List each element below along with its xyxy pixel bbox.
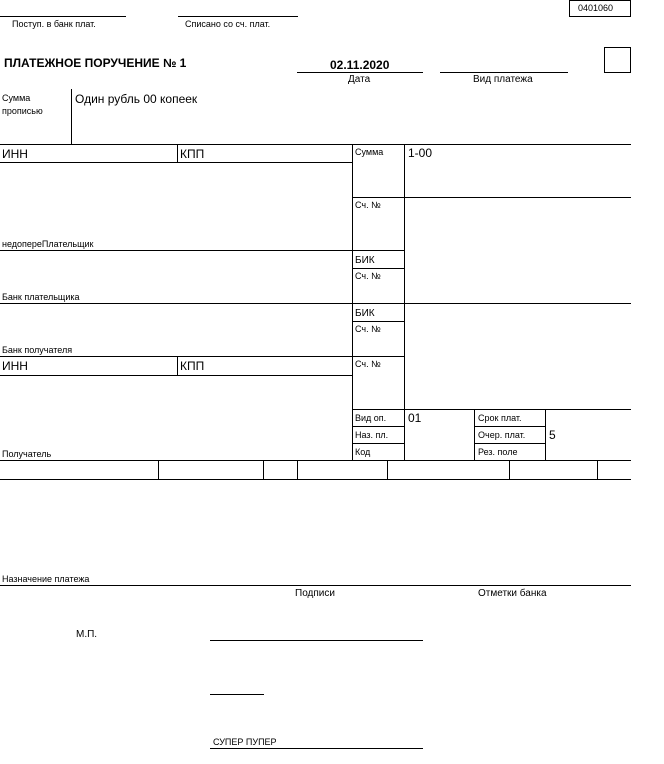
payer-bank-account-label: Сч. № [355,271,381,281]
payee-kpp-label: КПП [180,359,205,373]
received-line [0,16,126,17]
signature-line-3 [210,748,423,749]
due-date-label: Срок плат. [478,413,522,423]
payer-bank-bottom-line [0,303,631,304]
payer-inn-line [0,162,352,163]
purpose-short-label: Наз. пл. [355,430,389,440]
payee-inn-kpp-divider [177,356,178,375]
payer-bank-name-label: Банк плательщика [2,292,80,302]
date-value: 02.11.2020 [330,58,390,72]
op-row-line-2 [352,443,404,444]
op-row-line-1 [352,426,404,427]
payee-bank-bik-line [352,321,404,322]
op-row-line-1b [474,426,545,427]
op-col-divider-2 [545,409,546,460]
received-label: Поступ. в банк плат. [12,19,96,29]
amount-words-label-2: прописью [2,106,43,116]
code-label: Код [355,447,371,457]
tax-divider-2 [263,460,264,479]
payment-type-label: Вид платежа [473,74,533,85]
op-col-divider-1 [474,409,475,460]
amount-row-line [352,197,631,198]
priority-value: 5 [549,428,556,442]
date-line [297,72,423,73]
date-label: Дата [348,74,371,85]
payee-name-label: Получатель [2,449,52,459]
form-code: 0401060 [578,3,614,13]
grid-col-right [404,144,405,460]
signature-line-1 [210,640,423,641]
amount-words-label-1: Сумма [2,93,31,103]
op-row-top-line [352,409,631,410]
payer-kpp-label: КПП [180,147,205,161]
payee-account-label: Сч. № [355,359,381,369]
stamp-label: М.П. [76,629,98,640]
payment-type-line [440,72,568,73]
tax-divider-5 [509,460,510,479]
op-row-line-2b [474,443,545,444]
payer-bank-bik-label: БИК [355,255,375,266]
priority-label: Очер. плат. [478,430,526,440]
tax-divider-4 [387,460,388,479]
amount-words-divider [71,89,72,144]
payee-bottom-line [0,460,631,461]
debited-line [178,16,298,17]
payer-inn-label: ИНН [2,147,28,161]
page-title: ПЛАТЕЖНОЕ ПОРУЧЕНИЕ № 1 [4,56,187,70]
purpose-label: Назначение платежа [2,574,90,584]
payee-inn-line [0,375,352,376]
bank-marks-label: Отметки банка [478,588,547,599]
status-box [604,47,631,73]
tax-divider-3 [297,460,298,479]
op-type-label: Вид оп. [355,413,387,423]
payee-inn-label: ИНН [2,359,28,373]
amount-words-bottom-line [0,144,631,145]
grid-col-left [352,144,353,460]
payer-inn-kpp-divider [177,144,178,162]
signer-name: СУПЕР ПУПЕР [213,737,277,747]
payee-bank-bottom-line [0,356,404,357]
payer-amount-value: 1-00 [408,146,433,160]
payer-bank-bik-line [352,268,404,269]
debited-label: Списано со сч. плат. [185,19,271,29]
amount-words-value: Один рубль 00 копеек [75,92,198,106]
purpose-bottom-line [0,585,631,586]
op-type-value: 01 [408,411,422,425]
payee-bank-account-label: Сч. № [355,324,381,334]
reserved-label: Рез. поле [478,447,518,457]
tax-divider-6 [597,460,598,479]
tax-row-bottom-line [0,479,631,480]
payer-name: недоперeПлательщик [2,239,94,249]
signature-line-2 [210,694,264,695]
tax-divider-1 [158,460,159,479]
payer-account-label: Сч. № [355,200,381,210]
payee-bank-name-label: Банк получателя [2,345,73,355]
payer-bottom-line [0,250,404,251]
payer-amount-label: Сумма [355,147,384,157]
payee-bank-bik-label: БИК [355,308,375,319]
signatures-label: Подписи [295,588,335,599]
